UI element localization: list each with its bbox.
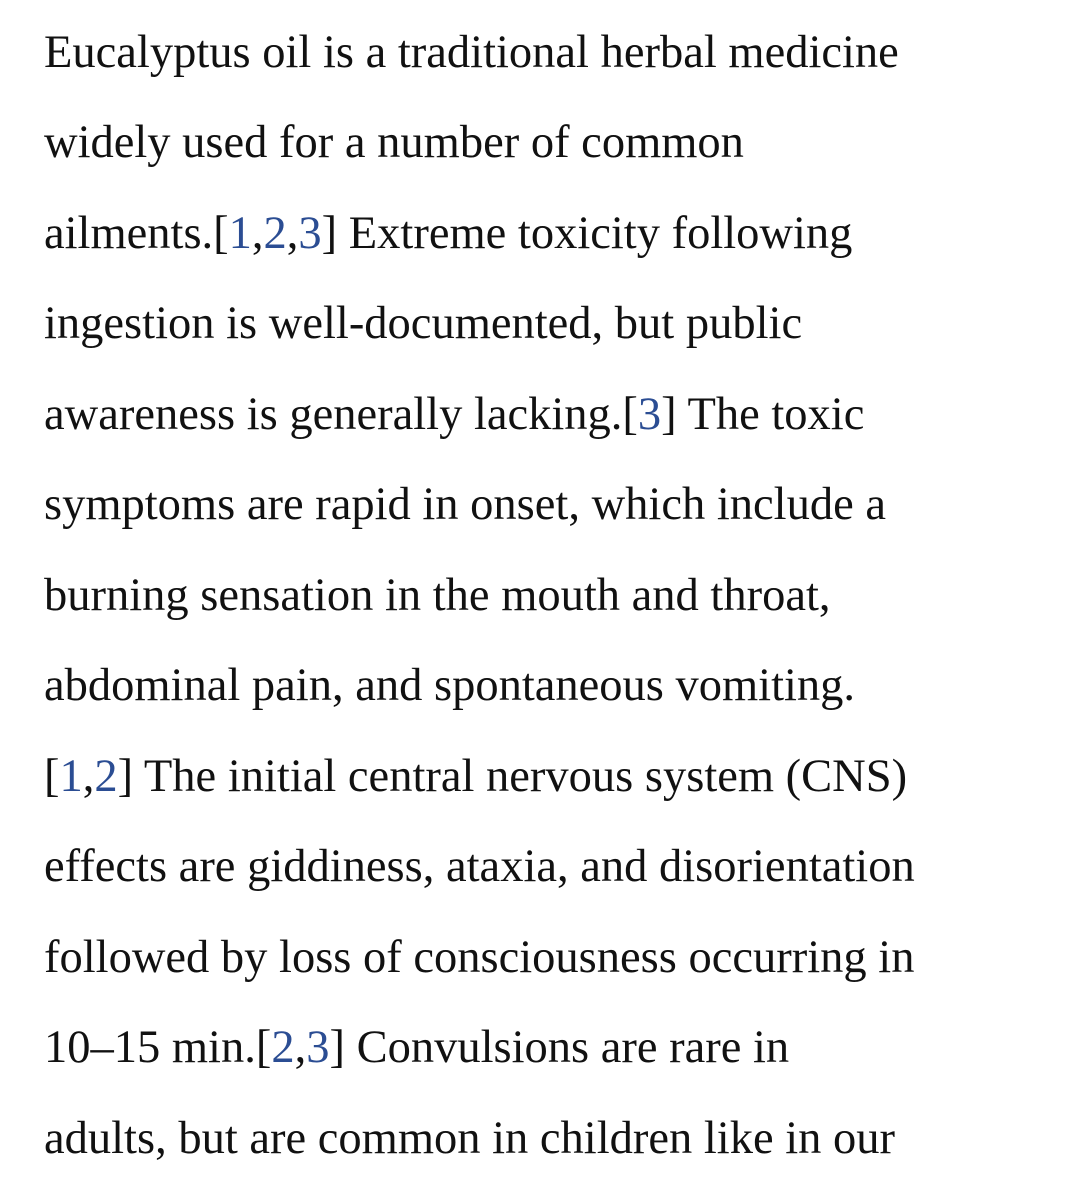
text-line (44, 23, 899, 83)
text-line (44, 566, 831, 626)
text-line (44, 656, 855, 716)
text-segment: burning sensation in the mouth and throat, (44, 570, 831, 621)
text-segment: effects are giddiness, ataxia, and disorientation (44, 841, 915, 892)
text-segment: , (294, 1022, 307, 1073)
text-segment: widely used for a number of common (44, 117, 744, 168)
citation-link[interactable]: 1 (228, 208, 252, 259)
citation-link[interactable]: 2 (271, 1022, 295, 1073)
citation-link[interactable]: 3 (298, 208, 322, 259)
text-segment: , (251, 208, 264, 259)
text-line (44, 928, 914, 988)
text-line (44, 113, 744, 173)
text-line (44, 475, 886, 535)
citation-link[interactable]: 1 (59, 751, 83, 802)
text-line (44, 204, 852, 264)
text-segment: , (286, 208, 299, 259)
citation-link[interactable]: 2 (263, 208, 287, 259)
text-line (44, 837, 915, 897)
text-segment: symptoms are rapid in onset, which include a (44, 479, 886, 530)
text-segment: ingestion is well-documented, but public (44, 298, 803, 349)
text-segment: adults, but are common in children like in our (44, 1113, 896, 1164)
text-segment: abdominal pain, and spontaneous vomiting. (44, 660, 856, 711)
citation-link[interactable]: 3 (306, 1022, 330, 1073)
text-segment: ] Extreme toxicity following (321, 208, 853, 259)
text-line (44, 294, 802, 354)
citation-link[interactable]: 2 (94, 751, 118, 802)
text-segment: ] The initial central nervous system (CNS) (117, 751, 908, 802)
text-segment: awareness is generally lacking.[ (44, 389, 638, 440)
text-segment: [ (44, 751, 60, 802)
citation-link[interactable]: 3 (637, 389, 662, 440)
text-segment: , (82, 751, 95, 802)
text-segment: 10–15 min.[ (44, 1022, 272, 1073)
text-segment: ailments.[ (44, 208, 229, 259)
text-segment: ] The toxic (661, 389, 865, 440)
text-line (44, 1109, 895, 1169)
text-line (44, 385, 864, 445)
text-segment: followed by loss of consciousness occurring in (44, 932, 915, 983)
text-segment: Eucalyptus oil is a traditional herbal medicine (44, 27, 899, 78)
text-line (44, 1018, 789, 1078)
text-segment: ] Convulsions are rare in (329, 1022, 790, 1073)
text-line (44, 747, 907, 807)
